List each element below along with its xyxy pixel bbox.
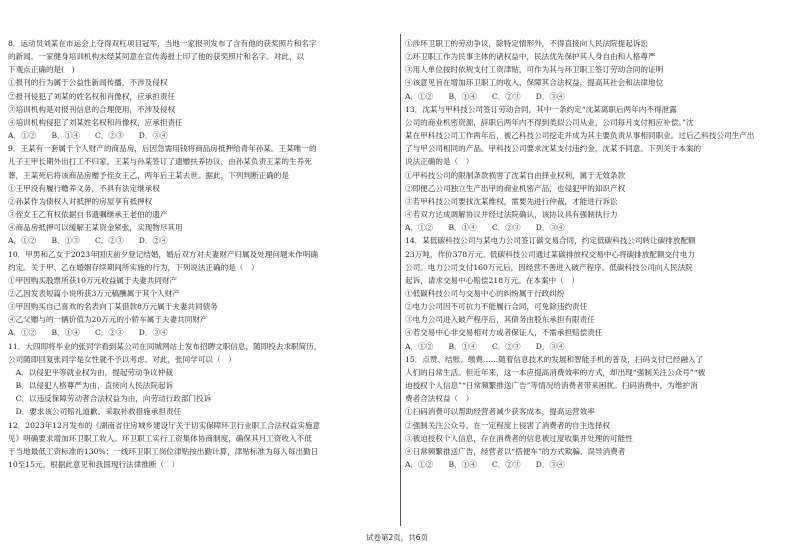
text-line: 费者合法权益（ ） [405, 394, 474, 404]
text-line: 公司。电力公司支付160万元后，因经营不善进入破产程序。低碳科技公司向人民法院 [405, 262, 693, 272]
text-line: B．以侵犯人格尊严为由，直接向人民法院起诉 [8, 381, 174, 391]
text-line: ①王甲没有履行赡养义务，不具有法定继承权 [8, 183, 160, 193]
text-line: 于当地最低工资标准的130%；一线环卫职工岗位津贴按出勤计算，津贴标准为每人每出勤日 [8, 446, 319, 456]
text-line: A．①② B．①④ C．②③ D．③④ [405, 460, 565, 469]
text-line: 的新闻。一家健身培训机构未经某同意在宣传海报上印了他的获奖照片和名字。对此，以 [8, 52, 305, 62]
text-line: ④若交易中心非交易相对方或者保证人，不需承担赔偿责任 [405, 328, 603, 338]
text-line: ③电力公司进入破产程序后，其债务由股东承担有限责任 [405, 315, 595, 325]
text-line: ④若双方达成调解协议并经过法院确认，该协议具有强制执行力 [405, 210, 618, 220]
text-line: 8．运动员刘某在市运会上夺得双杠项目冠军，当地一家报刊发布了含有他的获奖照片和名字 [8, 39, 317, 48]
text-line: ①扫码消费可以帮助经营者减少获客成本，提高运营效率 [405, 407, 595, 417]
text-line: 公司随即回复张同学是女性就不予以考虑。对此，张同学可以（ ） [8, 354, 236, 364]
text-line: A．①② B．①④ C．②③ D．③④ [405, 341, 565, 351]
text-line: 葬，王某死后将该商品房赠予侄女王乙，两年后王某去世。据此，下列判断正确的是 [8, 170, 289, 180]
text-line: D．要求该公司赔礼道歉、采取补救措施承担责任 [8, 407, 182, 417]
text-line: ③若甲科技公司要找沈某维权，需要先进行仲裁，才能进行诉讼 [405, 196, 618, 206]
text-line: ③甲因购买自己喜欢的名表向丁某借款8万元属于夫妻共同债务 [8, 302, 218, 312]
text-line: C．以违反保障劳动者合法权益为由，向劳动行政部门投诉 [8, 394, 212, 404]
text-line: ①涉环卫职工的劳动争议，除特定情形外，不得直接向人民法院提起诉讼 [405, 39, 648, 48]
text-line: 11．大四即将毕业的张同学看到某公司在同城网站上发布招聘文职信息，随即投去求职简历， [8, 341, 322, 351]
text-line: ②环卫职工作为民事主体的诸权益中，民法优先保护其人身自由和人格尊严 [405, 52, 656, 62]
text-line: ③用人单位按时依规支付工资津贴，可作为其与环卫职工签订劳动合同的证明 [405, 65, 664, 75]
text-line: 10至15元。根据此意见和我国现行法律推断（ ） [8, 460, 180, 469]
text-line: A．①② B．①④ C．②③ D．③④ [8, 328, 168, 338]
right-column [405, 37, 790, 471]
column-divider [400, 34, 401, 526]
text-line: ④日常频繁推送广告，经营者以“搭便车”的方式欺骗、误导消费者 [405, 446, 626, 456]
text-line: ①低碳科技公司与交易中心的纠纷属于行政纠纷 [405, 288, 565, 298]
text-line: ④培训机构侵犯了刘某姓名权和肖像权，应承担责任 [8, 117, 183, 127]
text-line: 迫授权个人信息”“日常频繁推送广告”等情况给消费者带来困扰。扫码消费中，为维护消 [405, 381, 698, 391]
text-line: 14．某低碳科技公司与某电力公司签订碳交易合同，约定低碳科技公司转让碳排放配额 [405, 236, 696, 246]
text-line: ①甲因购买股票所获10万元收益属于夫妻共同财产 [8, 275, 178, 285]
text-line: ③培训机构是对报刊信息的合理使用，不涉及侵权 [8, 104, 176, 114]
text-line: 12．2023年12月发布的《湖南省住房城乡建设厅关于切实保障环卫行业职工合法权益实施意 [8, 420, 321, 430]
text-line: 起诉，请求交易中心赔偿218万元。在本案中（ ） [405, 275, 579, 285]
text-line: ②强制关注公众号，在一定程度上侵害了消费者的自主选择权 [405, 420, 611, 430]
text-line: 了与甲公司相同的产品。甲科技公司要求沈某支付违约金，沈某不同意。下列关于本案的 [405, 144, 702, 154]
text-line: 见》明确要求增加环卫职工收入。环卫职工实行工资集体协商制度，确保其月工资收入不低 [8, 433, 312, 443]
text-line: ②乙因发表短篇小说所获3万元稿酬属于其个人财产 [8, 288, 180, 298]
text-line: 9．王某有一套属于个人财产的商品房，后因急需用钱将商品房抵押给青年孙某。王某唯一的 [8, 144, 317, 154]
text-line: 23万吨，作价378万元。低碳科技公司通过某碳排放权交易中心将碳排放配额交付电力 [405, 249, 695, 259]
text-line: 某在甲科技公司工作两年后，被乙科技公司挖走并成为其主要负责从事相同职业。过后乙科技公司生产出 [405, 131, 755, 141]
text-line: ④该意见旨在增加环卫职工的收入、保障其合法权益，提高其社会和法律地位 [405, 78, 664, 88]
text-line: 说法正确的是（ ） [405, 157, 474, 167]
text-line: ②电力公司因不可抗力不能履行合同，可免除违约责任 [405, 302, 588, 312]
text-line: ①甲科技公司的限制条款损害了沈某自由择业权利，属于无效条款 [405, 170, 626, 180]
text-line: A．①② B．①④ C．②③ D．③④ [405, 223, 565, 233]
text-line: 15．点赞、结账、缴费……随着信息技术的发展和智能手机的普及，扫码支付已经融入了 [405, 354, 704, 364]
text-line: ①报刊的行为属于公益性新闻传播，不涉及侵权 [8, 78, 168, 88]
page-footer: 试卷第2页，共6页 [365, 533, 429, 542]
text-line: 约定。关于甲、乙在婚姻存续期间所实施的行为，下列说法正确的是（ ） [8, 262, 259, 272]
text-line: A．以侵犯平等就业权为由，提起劳动争议仲裁 [8, 367, 173, 377]
text-line: ②即便乙公司独立生产出甲的商业机密产品，也侵犯甲的知识产权 [405, 183, 626, 193]
text-line: 人们的日常生活。但近年来，这一本应提高消费效率的方式，却出现“强制关注公众号”“被 [405, 367, 706, 377]
text-line: A．①② B．①④ C．②③ D．③④ [405, 91, 565, 101]
text-line: ④乙父赠与的一辆价值为20万元的小轿车属于夫妻共同财产 [8, 315, 208, 325]
text-line: ③被迫授权个人信息，存在消费者的信息被过度收集并处理的可能性 [405, 433, 633, 443]
text-line: 10．甲男和乙女于2023年国庆前夕登记结婚，婚后双方对夫妻财产归属及处理问题未作明确 [8, 249, 318, 259]
text-line: ②报刊侵犯了刘某的姓名权和肖像权，应承担责任 [8, 91, 176, 101]
text-line: ③侄女王乙有权依据自书遗嘱继承王老伯的遗产 [8, 210, 168, 220]
text-line: 公司的商业机密资源，辞职后两年内不得到类似公司从业，公司每月支付相应补偿。”沈 [405, 117, 694, 127]
text-line: 13．沈某与甲科技公司签订劳动合同，其中一条约定“沈某离职后两年内不得泄露 [405, 104, 677, 114]
text-line: ②孙某作为债权人对抵押的房屋享有抵押权 [8, 196, 153, 206]
text-line: A．①② B．①③ C．②③ D．②④ [8, 236, 168, 246]
text-line: A．①② B．①④ C．②③ D．③④ [8, 131, 168, 141]
text-line: 儿子王甲长期外出打工不归家，王某与孙某签订了遗赠扶养协议，由孙某负责王某的生养死 [8, 157, 312, 167]
text-line: ④商品房抵押可以缓解王某资金紧张，实现物尽其用 [8, 223, 183, 233]
text-line: 下观点正确的是( ) [8, 65, 75, 75]
left-column [8, 37, 398, 471]
